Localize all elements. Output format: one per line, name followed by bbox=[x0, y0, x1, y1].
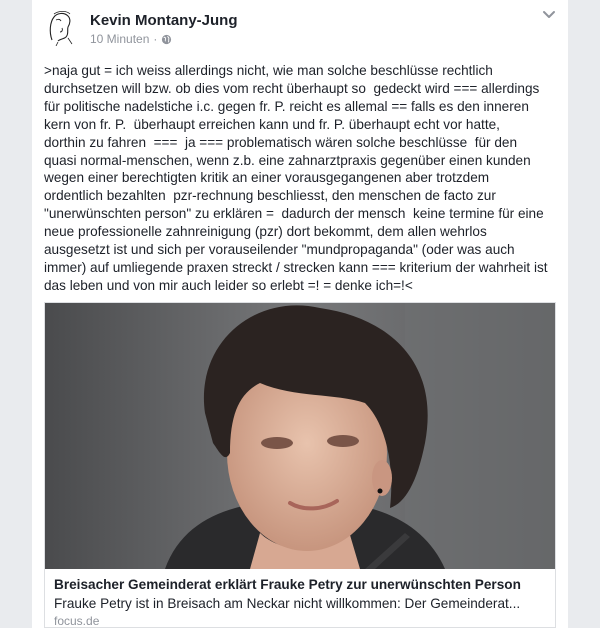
post-meta bbox=[90, 32, 172, 46]
portrait-photo bbox=[45, 303, 555, 569]
meta-separator: · bbox=[153, 32, 158, 46]
post-timestamp[interactable]: 10 Minuten bbox=[90, 32, 150, 46]
link-domain: focus.de bbox=[54, 614, 100, 628]
post-card bbox=[32, 0, 568, 628]
link-preview-image bbox=[45, 303, 555, 569]
chevron-down-icon[interactable] bbox=[542, 10, 556, 20]
post-header bbox=[32, 0, 568, 56]
avatar-sketch-icon bbox=[42, 8, 80, 46]
link-description: Frauke Petry ist in Breisach am Neckar nicht willkommen: Der Gemeinderat... bbox=[54, 596, 521, 611]
avatar[interactable] bbox=[42, 8, 80, 46]
post-text: >naja gut = ich weiss allerdings nicht, wie man solche beschlüsse rechtlich durchsetzen will bzw. ob dies vom recht überhaupt so gedeckt wird === allerdings für politische nadelstiche i.c. gegen fr. P. reicht es allemal == falls es den inneren kern von fr. P. überhaupt erreichen kann und fr. P. überhaupt echt vor hatte, dorthin zu fahren === ja === problematisch wären solche beschlüsse für den quasi normal-menschen, wenn z.b. eine zahnarztpraxis gegenüber einen kunden wegen einer berechtigten kritik an einer vorausgegangenen aber trotzdem ordentlich bezahlten pzr-rechnung beschliesst, den menschen de facto zur "unerwünschten person" zu erklären = dadurch der mensch keine termine für eine neue professionelle zahnreinigung (pzr) dort bekommt, dem allen wehrlos ausgesetzt ist und sich per vorauseilender "mundpropaganda" (oder was auch immer) auf umliegende praxen streckt / strecken kann === kriterium der wahrheit ist das leben und von mir auch leider so erlebt =! = denke ich=!< bbox=[44, 63, 548, 293]
link-preview[interactable] bbox=[44, 302, 556, 628]
globe-icon[interactable] bbox=[161, 34, 172, 45]
author-name[interactable]: Kevin Montany-Jung bbox=[90, 12, 238, 29]
link-title[interactable]: Breisacher Gemeinderat erklärt Frauke Petry zur unerwünschten Person bbox=[54, 577, 521, 592]
